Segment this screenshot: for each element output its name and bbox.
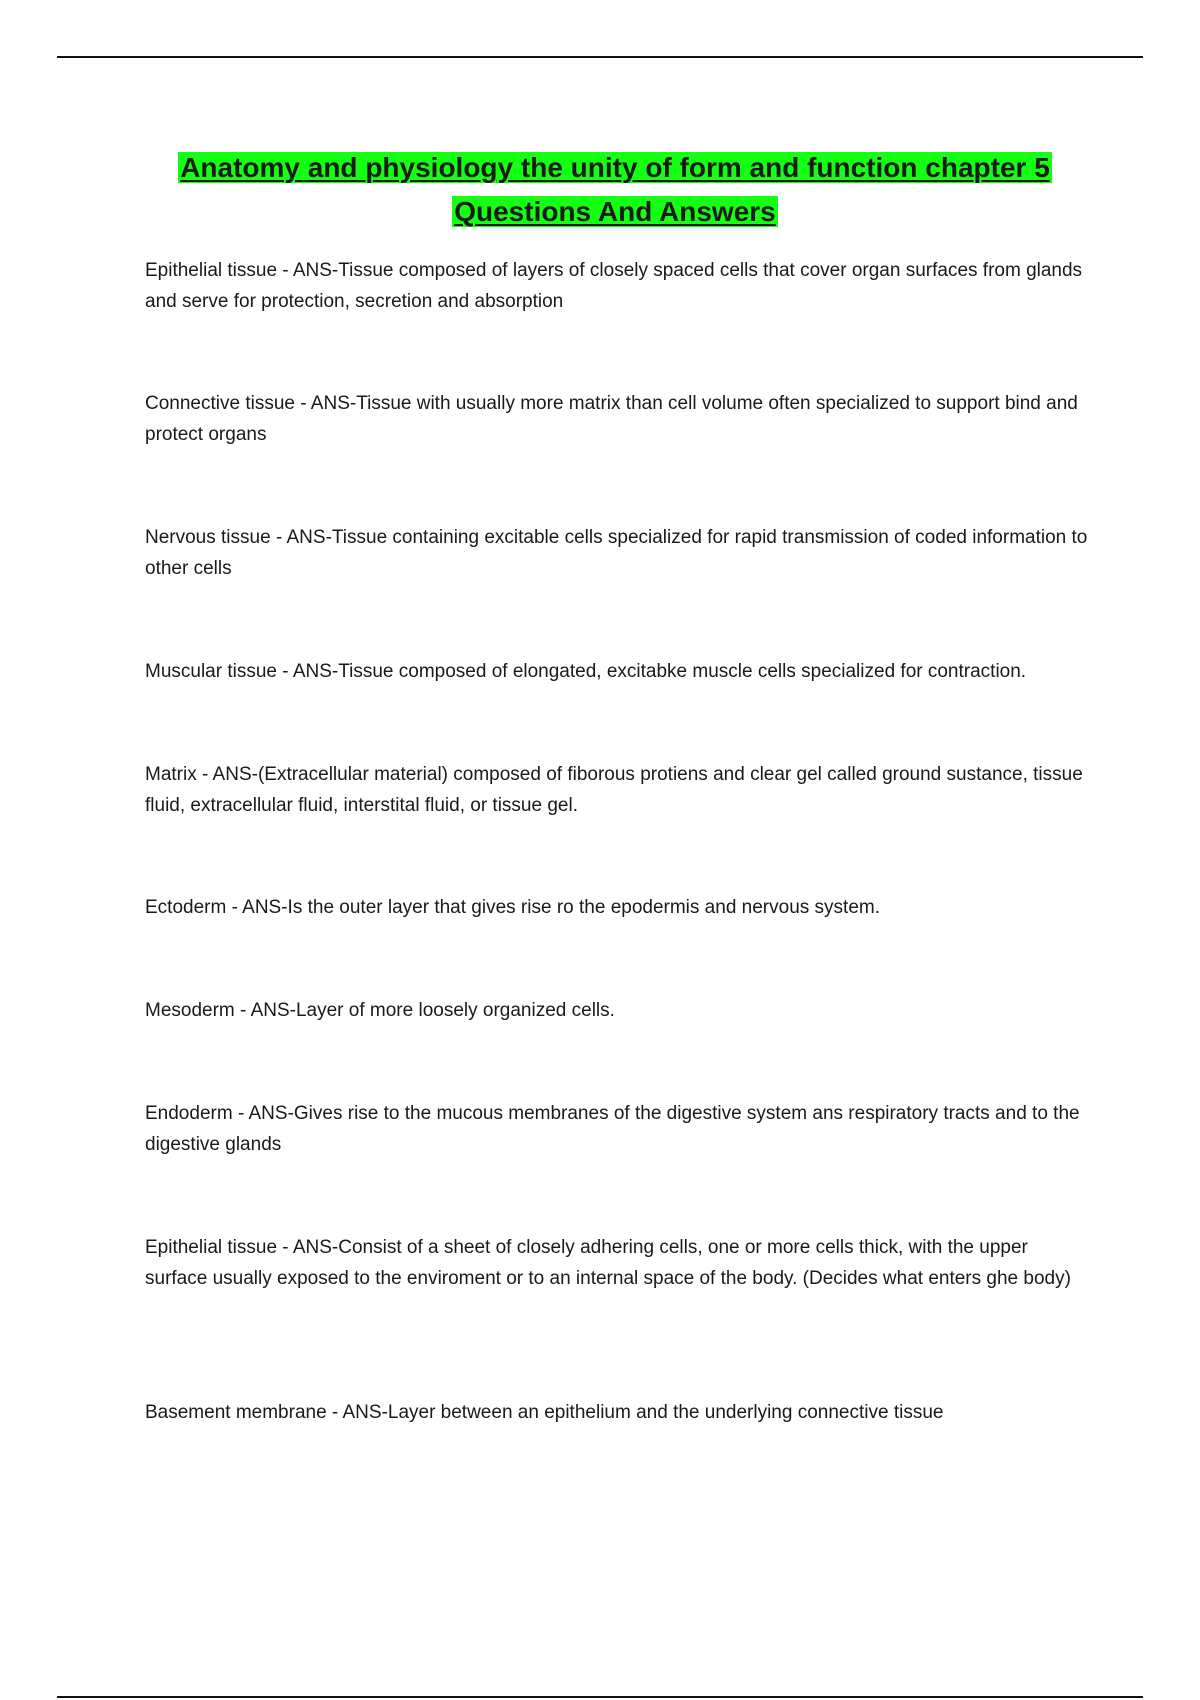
document-title (120, 146, 1110, 234)
entry-nervous-tissue: Nervous tissue - ANS-Tissue containing excitable cells specialized for rapid transmission of coded information to other cells (145, 527, 1088, 579)
entry-epithelial-tissue: Epithelial tissue - ANS-Tissue composed of layers of closely spaced cells that cover organ surfaces from glands and serve for protection, secretion and absorption (145, 260, 1083, 312)
entry-muscular-tissue: Muscular tissue - ANS-Tissue composed of elongated, excitabke muscle cells specialized for contraction. (145, 661, 1027, 682)
entry-ectoderm: Ectoderm - ANS-Is the outer layer that gives rise ro the epodermis and nervous system. (145, 897, 880, 918)
entry-mesoderm: Mesoderm - ANS-Layer of more loosely organized cells. (145, 1000, 615, 1021)
bottom-rule (57, 1696, 1143, 1698)
entry-basement-membrane: Basement membrane - ANS-Layer between an epithelium and the underlying connective tissue (145, 1402, 944, 1423)
title-line-1: Anatomy and physiology the unity of form and function chapter 5 (180, 152, 1050, 183)
title-line-2: Questions And Answers (454, 196, 776, 227)
entry-matrix: Matrix - ANS-(Extracellular material) composed of fiborous protiens and clear gel called ground sustance, tissue fluid, extracellular fluid, interstital fluid, or tissue gel. (145, 764, 1083, 816)
top-rule (57, 56, 1143, 58)
entry-endoderm: Endoderm - ANS-Gives rise to the mucous membranes of the digestive system ans respiratory tracts and to the digestive glands (145, 1103, 1080, 1155)
entry-epithelial-tissue-2: Epithelial tissue - ANS-Consist of a sheet of closely adhering cells, one or more cells thick, with the upper surface usually exposed to the enviroment or to an internal space of the body. (Decides what enters ghe body) (145, 1237, 1071, 1289)
entry-connective-tissue: Connective tissue - ANS-Tissue with usually more matrix than cell volume often specialized to support bind and protect organs (145, 393, 1078, 445)
